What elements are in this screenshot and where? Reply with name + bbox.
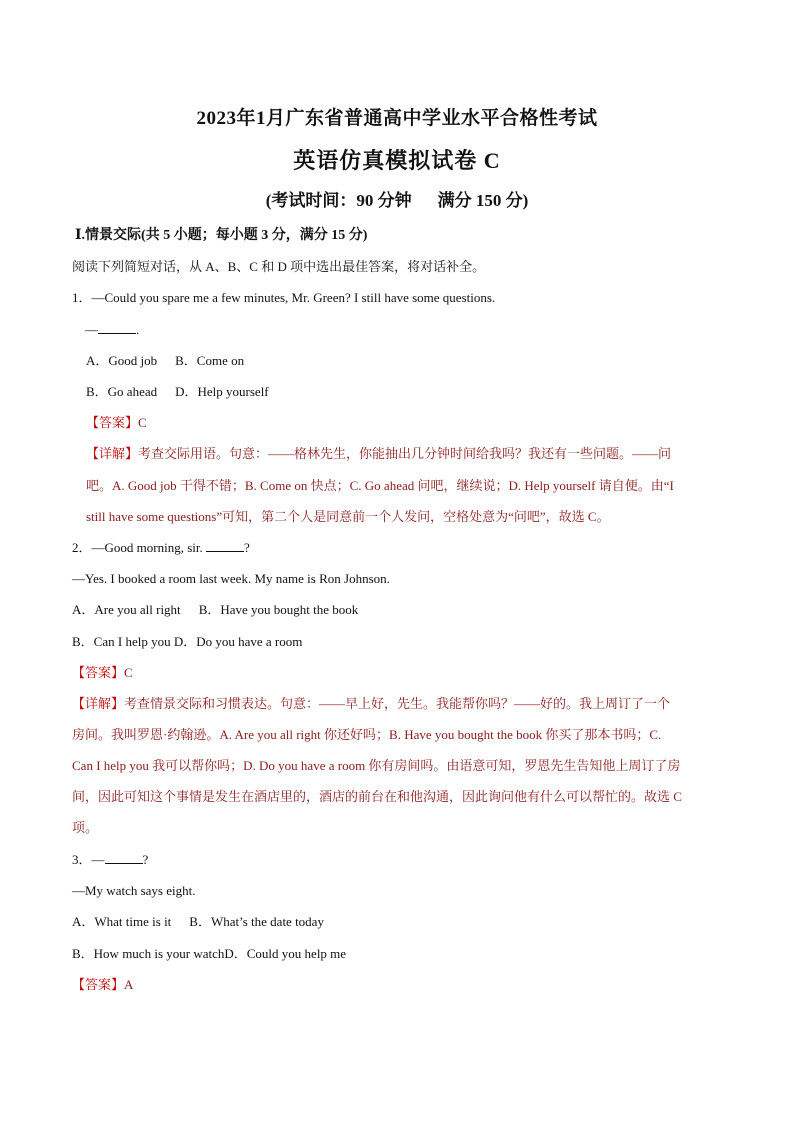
answer-blank	[206, 539, 244, 552]
question-2-explanation-line: 【详解】考查情景交际和习惯表达。句意：——早上好，先生。我能帮你吗？——好的。我上周订了一个	[72, 696, 671, 711]
exam-subtitle: 英语仿真模拟试卷 C	[293, 148, 501, 173]
option-d: D．Help yourself	[175, 384, 269, 399]
option-c: B．Can I help you	[72, 634, 171, 649]
answer-tag: 【答案】	[72, 665, 125, 680]
option-b: B．Come on	[175, 353, 245, 368]
answer-blank	[98, 321, 136, 334]
question-1-explanation-line: 吧。A. Good job 干得不错；B. Come on 快点；C. Go ahead 问吧，继续说；D. Help yourself 请自便。由“I	[86, 478, 674, 493]
option-d: D．Could you help me	[224, 946, 347, 961]
question-2-answer	[72, 664, 133, 682]
question-2-explanation-line: 房间。我叫罗恩·约翰逊。A. Are you all right 你还好吗；B. Have you bought the book 你买了那本书吗；C.	[72, 727, 662, 742]
answer-value: C	[124, 665, 133, 680]
exam-time: (考试时间：90 分钟	[265, 191, 412, 210]
answer-value: C	[138, 415, 147, 430]
question-2-prompt: 2．—Good morning, sir. ?	[72, 540, 250, 555]
option-b: B．Have you bought the book	[198, 602, 359, 617]
answer-value: A	[124, 977, 134, 992]
option-d: D．Do you have a room	[173, 634, 303, 649]
question-2-explanation-line: 项。	[72, 820, 99, 835]
answer-blank	[105, 851, 143, 864]
question-2-explanation-line: 间，因此可知这个事情是发生在酒店里的，酒店的前台在和他沟通，因此询问他有什么可以帮忙的。故选 C	[72, 789, 682, 804]
question-1-response: — .	[85, 322, 140, 337]
question-2-options-ab	[72, 601, 358, 619]
option-a: A．Are you all right	[72, 602, 181, 617]
question-2-options-cd	[72, 633, 302, 651]
question-number: 1．	[72, 290, 92, 305]
option-c: B．Go ahead	[86, 384, 158, 399]
option-c: B．How much is your watch	[72, 946, 225, 961]
question-number: 2．	[72, 540, 92, 555]
question-1-options-ab	[86, 352, 244, 370]
option-a: A．Good job	[86, 353, 158, 368]
explain-tag: 【详解】	[72, 696, 125, 711]
exam-info	[0, 186, 794, 211]
question-3-response: —My watch says eight.	[72, 883, 196, 898]
answer-tag: 【答案】	[86, 415, 139, 430]
question-1-options-cd	[86, 383, 269, 401]
question-number: 3．	[72, 852, 92, 867]
question-3-options-cd	[72, 945, 346, 963]
explain-tag: 【详解】	[86, 446, 139, 461]
option-a: A．What time is it	[72, 914, 172, 929]
question-1-explanation-line: 【详解】考查交际用语。句意：——格林先生，你能抽出几分钟时间给我吗？我还有一些问题。——问	[86, 446, 672, 461]
question-3-options-ab	[72, 913, 324, 931]
question-1-explanation-line: still have some questions”可知，第二个人是同意前一个人发问，空格处意为“问吧”，故选 C。	[86, 509, 610, 524]
question-text: —Could you spare me a few minutes, Mr. Green? I still have some questions.	[91, 290, 496, 305]
question-1-prompt	[72, 289, 495, 307]
question-3-prompt: 3．— ?	[72, 852, 149, 867]
option-b: B．What’s the date today	[189, 914, 324, 929]
full-score: 满分 150 分)	[437, 191, 529, 210]
question-3-answer	[72, 976, 133, 994]
question-2-explanation-line: Can I help you 我可以帮你吗；D. Do you have a room 你有房间吗。由语意可知，罗恩先生告知他上周订了房	[72, 758, 681, 773]
question-2-response: —Yes. I booked a room last week. My name is Ron Johnson.	[72, 571, 390, 586]
section-instruction: 阅读下列简短对话，从 A、B、C 和 D 项中选出最佳答案，将对话补全。	[72, 259, 486, 274]
question-1-answer	[86, 414, 147, 432]
section-heading: Ⅰ.情景交际(共 5 小题；每小题 3 分，满分 15 分)	[75, 228, 368, 243]
exam-title: 2023年1月广东省普通高中学业水平合格性考试	[196, 108, 598, 129]
answer-tag: 【答案】	[72, 977, 125, 992]
